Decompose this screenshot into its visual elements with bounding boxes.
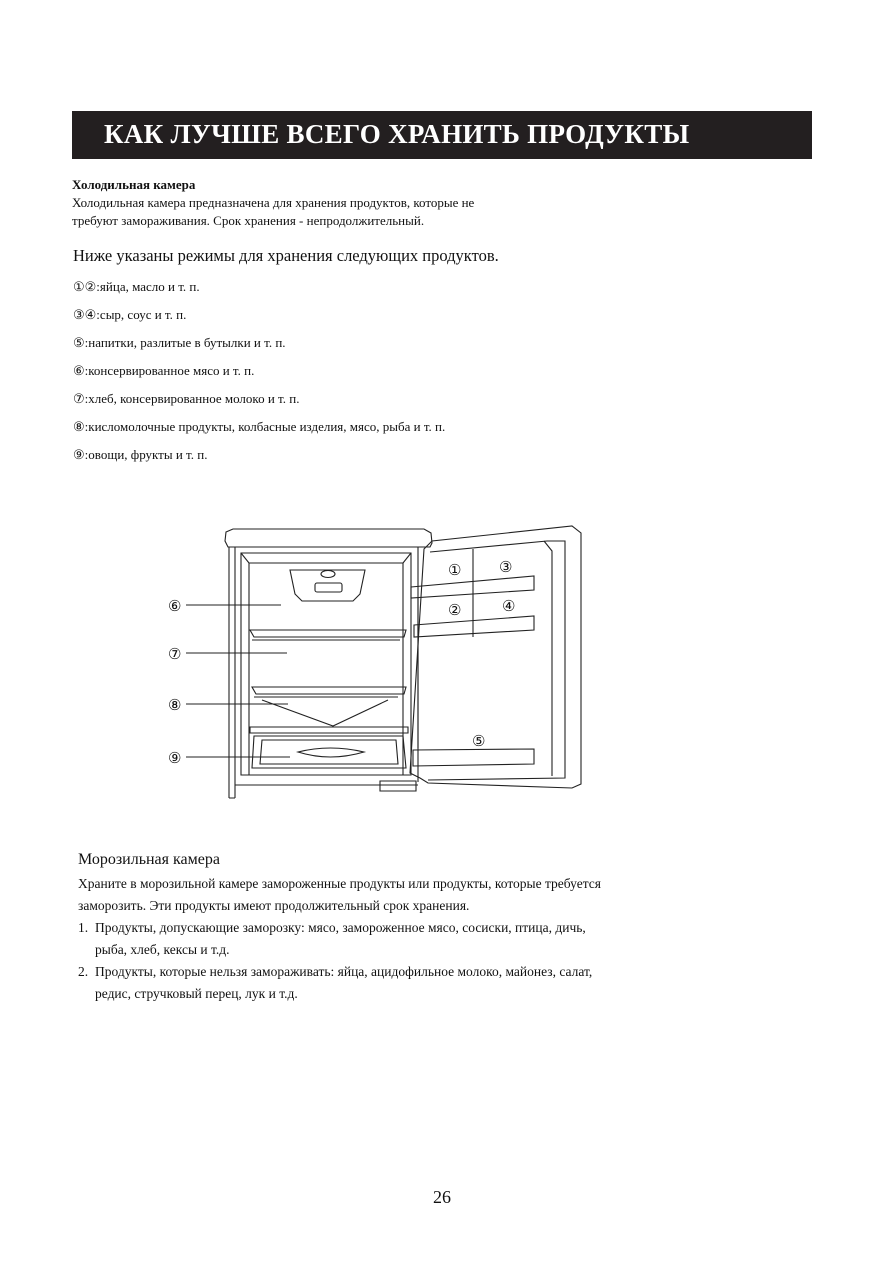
fridge-description-line1: Холодильная камера предназначена для хранения продуктов, которые не — [72, 195, 475, 210]
list-item: ③④:сыр, соус и т. п. — [73, 307, 187, 322]
door-label-3: ③ — [499, 560, 513, 576]
cabinet-top — [225, 529, 432, 547]
control-box — [290, 570, 365, 601]
cabinet-outline — [229, 547, 235, 798]
callout-9: ⑨ — [168, 751, 182, 767]
door-label-4: ④ — [502, 599, 516, 615]
page-number: 26 — [433, 1187, 451, 1207]
door-bin — [413, 749, 534, 766]
list-number: 2. — [78, 964, 89, 979]
list-item-line1: Продукты, которые нельзя замораживать: яйца, ацидофильное молоко, майонез, салат, — [95, 964, 593, 979]
list-item-line1: Продукты, допускающие заморозку: мясо, замороженное мясо, сосиски, птица, дичь, — [95, 920, 586, 935]
door-label-1: ① — [448, 563, 462, 579]
list-number: 1. — [78, 920, 89, 935]
freezer-section — [78, 849, 778, 1005]
crisper-drawer — [252, 736, 406, 768]
title-bar — [72, 111, 812, 159]
storage-list — [73, 277, 445, 473]
door-label-5: ⑤ — [472, 734, 486, 750]
shelf — [252, 687, 406, 697]
list-item — [78, 961, 778, 1005]
fridge-description-line2: требуют замораживания. Срок хранения - непродолжительный. — [72, 213, 425, 228]
storage-intro: Ниже указаны режимы для хранения следующих продуктов. — [73, 246, 499, 265]
callout-6: ⑥ — [168, 599, 182, 615]
list-item — [78, 917, 778, 961]
freezer-heading: Морозильная камера — [78, 851, 220, 868]
cabinet-interior — [241, 553, 411, 775]
list-item: ⑥:консервированное мясо и т. п. — [73, 363, 255, 378]
page-title: КАК ЛУЧШЕ ВСЕГО ХРАНИТЬ ПРОДУКТЫ — [104, 119, 690, 149]
list-item: ①②:яйца, масло и т. п. — [73, 279, 200, 294]
list-item-line2: рыба, хлеб, кексы и т.д. — [95, 942, 230, 957]
door-outline — [410, 526, 581, 788]
callout-7: ⑦ — [168, 647, 182, 663]
freezer-list — [78, 917, 778, 1005]
callout-8: ⑧ — [168, 698, 182, 714]
list-item: ⑨:овощи, фрукты и т. п. — [73, 447, 208, 462]
list-item-line2: редис, стручковый перец, лук и т.д. — [95, 986, 298, 1001]
list-item: ⑧:кисломолочные продукты, колбасные изделия, мясо, рыба и т. п. — [73, 419, 446, 434]
freezer-description-line2: заморозить. Эти продукты имеют продолжительный срок хранения. — [78, 898, 470, 913]
refrigerator-diagram — [160, 515, 590, 805]
freezer-description-line1: Храните в морозильной камере замороженные продукты или продукты, которые требуется — [78, 876, 601, 891]
list-item: ⑤:напитки, разлитые в бутылки и т. п. — [73, 335, 286, 350]
fridge-heading: Холодильная камера — [72, 177, 196, 192]
door-bin — [414, 616, 534, 637]
fridge-section — [72, 176, 672, 230]
list-item: ⑦:хлеб, консервированное молоко и т. п. — [73, 391, 300, 406]
door-label-2: ② — [448, 603, 462, 619]
shelf — [250, 630, 406, 640]
